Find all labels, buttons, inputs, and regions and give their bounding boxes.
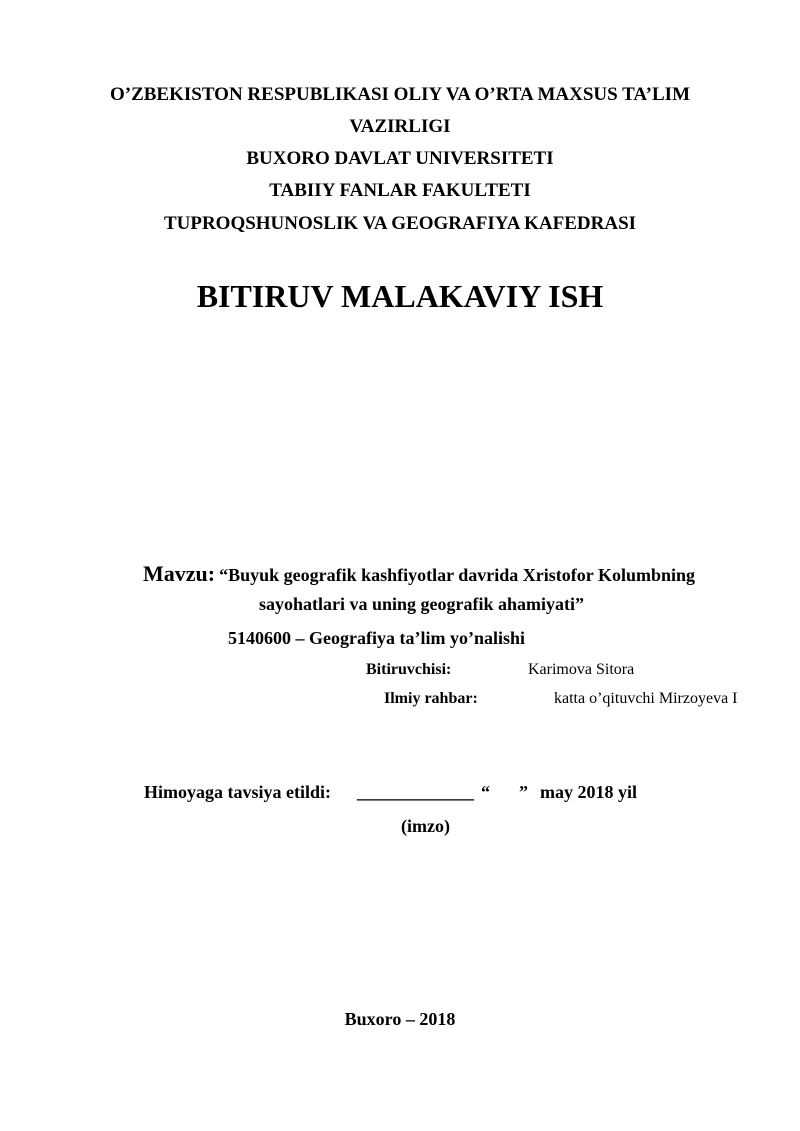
signature-blank: _____________ xyxy=(357,782,474,802)
supervisor-name: katta o’qituvchi Mirzoyeva I xyxy=(554,690,738,707)
department-name: TUPROQSHUNOSLIK VA GEOGRAFIYA KAFEDRASI xyxy=(163,213,637,234)
document-title: BITIRUV MALAKAVIY ISH xyxy=(196,278,604,314)
topic-line-2: sayohatlari va uning geografik ahamiyati” xyxy=(259,594,585,614)
supervisor-label: Ilmiy rahbar: xyxy=(384,690,478,707)
date-open-quote: “ xyxy=(481,782,490,802)
defense-date: may 2018 yil xyxy=(540,782,637,802)
topic-line-1 xyxy=(143,561,695,587)
faculty-name: TABIIY FANLAR FAKULTETI xyxy=(269,180,531,201)
graduate-label: Bitiruvchisi: xyxy=(366,661,452,678)
university-name: BUXORO DAVLAT UNIVERSITETI xyxy=(246,148,554,169)
signature-label: (imzo) xyxy=(401,816,450,836)
date-close-quote: ” xyxy=(519,782,528,802)
ministry-line-1: O’ZBEKISTON RESPUBLIKASI OLIY VA O’RTA MAXSUS TA’LIM xyxy=(109,84,691,105)
topic-text-1: “Buyuk geografik kashfiyotlar davrida Xristofor Kolumbning xyxy=(219,565,695,585)
study-direction: 5140600 – Geografiya ta’lim yo’nalishi xyxy=(228,628,525,648)
graduate-name: Karimova Sitora xyxy=(528,661,635,678)
city-year: Buxoro – 2018 xyxy=(344,1009,456,1029)
ministry-line-2: VAZIRLIGI xyxy=(349,116,451,137)
defense-label: Himoyaga tavsiya etildi: xyxy=(144,782,331,802)
topic-label: Mavzu: xyxy=(143,561,216,586)
